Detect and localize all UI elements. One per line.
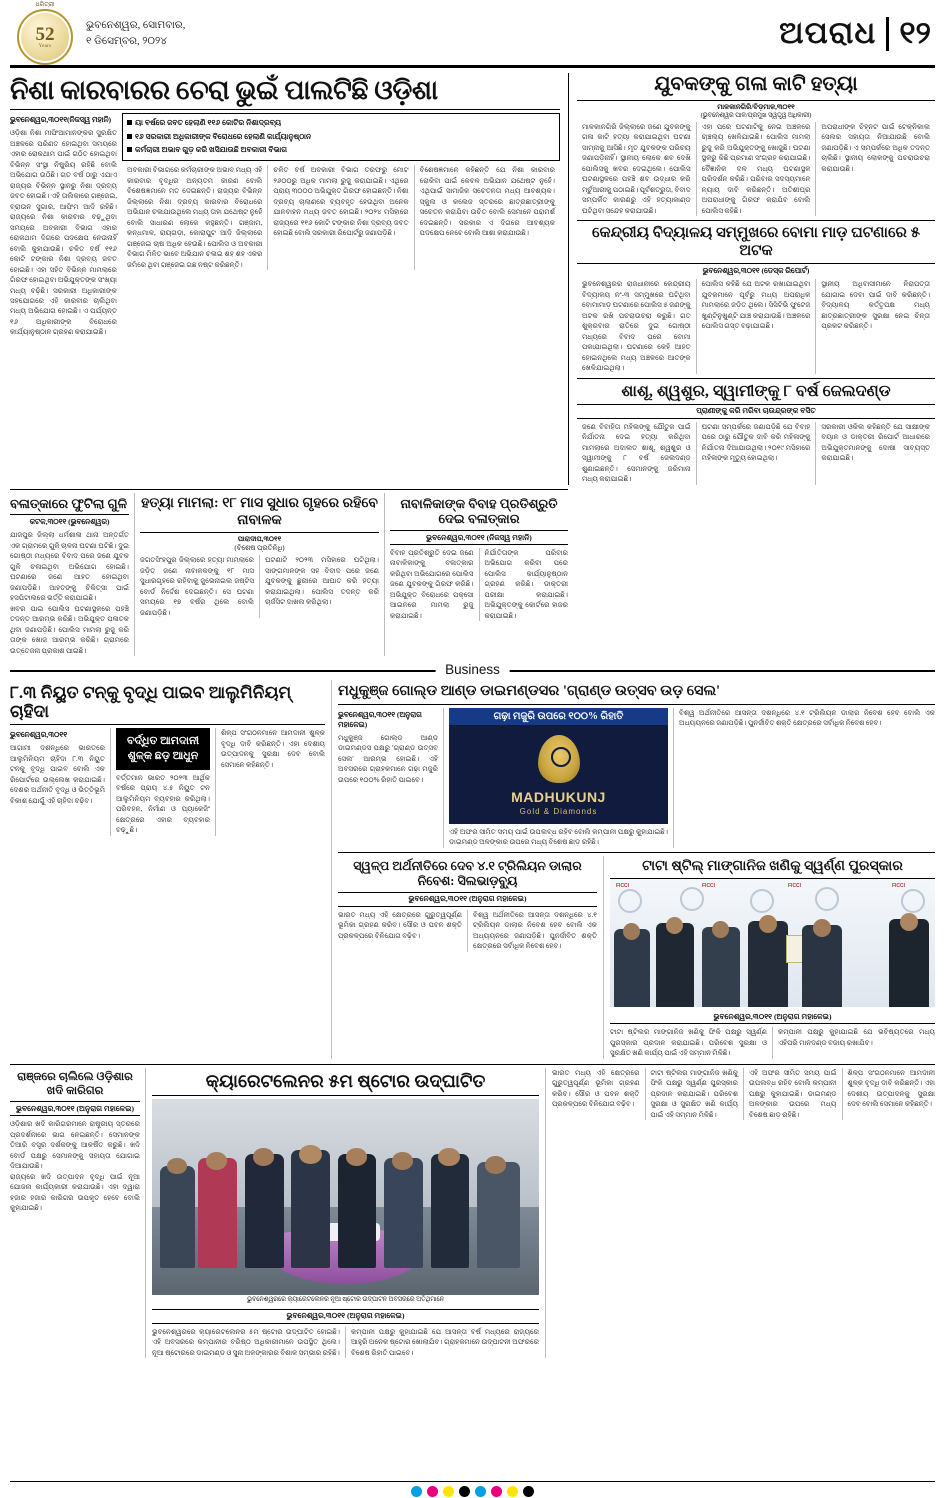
dowry-verdict-col-2: ଘଟଣା ସମ୍ପର୍କରେ ଜଣାପଡ଼ିଛି ଯେ ବିବାହ ପରେ ଠାରୁ ଯୌତୁକ ଦାବି କରି ମହିଳାଙ୍କୁ ନିର୍ଯାତନା ଦିଆଯାଉଥିଲା। ୨୦୧୯ ମସିହାରେ ମହିଳାଙ୍କ ମୃତ୍ୟୁ ହୋଇଥିଲା। [696,422,816,485]
bomb-attack-col-3: ସ୍ଥାନୀୟ ଅଧିବାସୀମାନେ ନିରାପତ୍ତା ଯୋଗାଇ ଦେବା ପାଇଁ ଦାବି କରିଛନ୍ତି। ବିଦ୍ୟାଳୟ କର୍ତ୍ତୃପକ୍ଷ ମଧ୍ୟ ଛାତ୍ରଛାତ୍ରୀଙ୍କ ସୁରକ୍ଷା ନେଇ ଚିନ୍ତା ପ୍ରକଟ କରିଛନ୍ତି। [815,279,935,373]
bottom-rule [10,1481,935,1482]
minor-rape-col-1: ବିବାହ ପ୍ରତିଶ୍ରୁତି ଦେଇ ଜଣେ ନାବାଳିକାଙ୍କୁ ବଳାତ୍କାର କରିଥିବା ଅଭିଯୋଗରେ ପୋଲିସ ଜଣେ ଯୁବକଙ୍କୁ ଗିରଫ କରିଛି। ଅଭିଯୁକ୍ତ ବିରୋଧରେ ପକ୍ସୋ ଆଇନରେ ମାମଲା ରୁଜୁ କରାଯାଇଛି। [390,549,474,620]
lead-col-4: ବିଶେଷଜ୍ଞମାନେ କହିଛନ୍ତି ଯେ ନିଶା କାରବାର ରୋକିବା ପାଇଁ କେବଳ ଅଭିଯାନ ଯଥେଷ୍ଟ ନୁହେଁ। ଏଥିପାଇଁ ସାମାଜିକ ସଚେତନତା ମଧ୍ୟ ଆବଶ୍ୟକ। ସ୍କୁଲ ଓ କଲେଜ ସ୍ତରରେ ଛାତ୍ରଛାତ୍ରୀଙ୍କୁ ସଚେତନ କରାଯିବା ଉଚିତ ବୋଲି ସେମାନେ ପରାମର୍ଶ ଦେଇଛନ୍ତି। ସରକାର ଏ ଦିଗରେ ଆବଶ୍ୟକ ପଦକ୍ଷେପ ନେବେ ବୋଲି ଆଶା କରାଯାଉଛି। [414,165,560,270]
right-column [568,73,935,485]
madhukunj-brand: MADHUKUNJ [511,788,606,805]
throat-cut-byline2: (ଭୁବନେଶ୍ୱର ପାଳ/ପ୍ରମୁଖ ସ୍ୱତ୍ତ୍ୱ ଅଧିକାରୀ) [700,112,812,119]
gunfire-story [10,493,134,656]
photo-person-head [253,1148,274,1166]
divider [10,514,129,515]
photo-person [614,929,650,1007]
divider [140,532,379,533]
madhukunj-dateline: ଭୁବନେଶ୍ୱର,୩୦୧୧ (ଅନୁରାଗ ମହାଳେଇ) [338,709,422,729]
photo-person [748,921,788,1007]
juvenile-dateline: ପାରାଦୀପ,୩୦୧୧ [237,535,282,544]
madhukunj-offer-strip: ଗଢ଼ା ମଜୁରି ଉପରେ ୧୦୦% ରିହାତି [449,708,668,725]
minor-rape-dateline: ଭୁବନେଶ୍ୱର,୩୦୧୧ (ନିଜସ୍ୱ ମହାନି) [390,530,568,545]
ad-line-2: ଶୁଳ୍କ ଛଡ଼ ଆଧୁନ [127,750,199,763]
masthead-dateline [80,18,185,48]
tata-steel-headline: ଟାଟା ଷ୍ଟିଲ୍‌ ମାଙ୍ଗାନିଜ ଖଣିକୁ ସ୍ୱର୍ଣ୍ଣ ପୁରସ୍କାର [642,858,903,874]
gunfire-col-2: ଖବର ପାଇ ପୋଲିସ ଘଟଣାସ୍ଥଳରେ ପହଞ୍ଚି ତଦନ୍ତ ଆରମ୍ଭ କରିଛି। ଅଭିଯୁକ୍ତ ପଳାତକ ଥିବା ଜଣାପଡ଼ିଛି। ପୋଲିସ ମାମଲା ରୁଜୁ କରି ତାଙ୍କ ଖୋଜ ଆରମ୍ଭ କରିଛି। ଗ୍ରାମରେ ଉତ୍ତେଜନା ପ୍ରକାଶ ପାଇଛି। [10,604,129,655]
photo-person [889,919,929,1007]
lead-col-1: ଓଡ଼ିଶା ନିଶା ମାଫିଆମାନଙ୍କର ସୁରକ୍ଷିତ ଅଞ୍ଚଳରେ ପରିଣତ ହୋଇଥିବା ସମୟରେ ଏହାର ରୋକଥାମ ପାଇଁ ଗଠିତ ହୋଇଥିବା ବିଭିନ୍ନ ସଂସ୍ଥା ନିଷ୍କ୍ରିୟ ରହିଛି ବୋଲି ଅଭିଯୋଗ ଉଠିଛି। ଗତ ବର୍ଷ ଠାରୁ ଏଯାଏ ରାଜ୍ୟର ବିଭିନ୍ନ ସ୍ଥାନରୁ ନିଶା ଦ୍ରବ୍ୟ ଜବତ ହୋଇଛି। ଏହି ତାଲିକାରେ ଗଞ୍ଜେଇ, ବ୍ରାଉନ ସୁଗାର, ଆଫିମ ଆଦି ରହିଛି। ରାଜ୍ୟରେ ନିଶା କାରବାର ବଢ଼ୁଥିବା ସମୟରେ ଅବକାରୀ ବିଭାଗ ଏହାର ରୋକଥାମ ଦିଗରେ ପଦକ୍ଷେପ ନେଉନାହିଁ ବୋଲି କୁହାଯାଉଛି। ଚଳିତ ବର୍ଷ ୧୧୬ କୋଟି ଟଙ୍କାର ନିଶା ଦ୍ରବ୍ୟ ଜବତ ହୋଇଛି। ଏହା ସହିତ ବିଭିନ୍ନ ମାମଲାରେ ଗିରଫ ହୋଇଥିବା ଅଭିଯୁକ୍ତଙ୍କ ସଂଖ୍ୟା ମଧ୍ୟ ବଢ଼ିଛି। ସରକାରୀ ଅଧିକାରୀଙ୍କ ସହଯୋଗରେ ଏହି କାରବାର ଚାଲିଥିବା ମଧ୍ୟ ଅଭିଯୋଗ ହୋଇଛି। ଏ ପର୍ଯ୍ୟନ୍ତ ୧୬ ଅଧିକାରୀଙ୍କ ବିରୋଧରେ କାର୍ଯ୍ୟାନୁଷ୍ଠାନ ଗ୍ରହଣ କରାଯାଇଛି। [10,129,117,337]
juvenile-story [134,493,384,656]
color-dot-cyan [475,1486,486,1497]
divider [10,1064,935,1065]
caratlane-story [145,1068,545,1358]
photo-person [338,1154,377,1268]
juvenile-col-1: ଜଗତସିଂହପୁର ଜିଲ୍ଲାରେ ହତ୍ୟା ମାମଲାରେ ଜଡ଼ିତ ଜଣେ ନାବାଳକଙ୍କୁ ୧୮ ମାସ ସୁଧାରଗୃହରେ ରହିବାକୁ ଜୁଭେନାଇଲ ଜଷ୍ଟିସ ବୋର୍ଡ ନିର୍ଦ୍ଦେଶ ଦେଇଛନ୍ତି। ସେ ଘଟଣା ସମୟରେ ୧୭ ବର୍ଷର ଥିଲେ ବୋଲି ଜଣାପଡ଼ିଛି। [140,556,254,617]
ficci-logo-text: FICCI [788,883,802,890]
photo-person-head [167,1158,186,1174]
newspaper-logo [10,2,80,61]
madhukunj-ad [449,725,668,824]
ficci-logo-text: FICCI [616,883,630,890]
tata-steel-col-1: ଟାଟା ଷ୍ଟିଲର ମାଙ୍ଗାନିଜ ଖଣିକୁ ଫିକି ପକ୍ଷରୁ ସ୍ୱର୍ଣ୍ଣ ପୁରସ୍କାର ପ୍ରଦାନ କରାଯାଇଛି। ପରିବେଶ ସୁରକ୍ଷା ଓ ସୁରକ୍ଷିତ ଖଣି କାର୍ଯ୍ୟ ପାଇଁ ଏହି ସମ୍ମାନ ମିଳିଛି। [610,1028,767,1058]
minor-rape-col-2: ନିର୍ଯାତିତାଙ୍କ ପରିବାର ଅଭିଯୋଗ କରିବା ପରେ ପୋଲିସ କାର୍ଯ୍ୟାନୁଷ୍ଠାନ ଗ୍ରହଣ କରିଛି। ଡାକ୍ତରୀ ପରୀକ୍ଷା କରାଯାଇଛି। ଅଭିଯୁକ୍ତଙ୍କୁ କୋର୍ଟରେ ହାଜର କରାଯାଇଛି। [479,548,569,621]
investment-col-2: ଭାରତ ମଧ୍ୟ ଏହି କ୍ଷେତ୍ରରେ ଗୁରୁତ୍ୱପୂର୍ଣ୍ଣ ଭୂମିକା ଗ୍ରହଣ କରିବ। ସୌର ଓ ପବନ ଶକ୍ତି ପ୍ରକଳ୍ପରେ ବିନିଯୋଗ ବଢ଼ିବ। [338,910,462,940]
masthead [10,2,935,68]
color-dot-magenta [491,1486,502,1497]
throat-cut-byline: ମାଳକାନଗିରି/ବିଡ଼ମାଳ,୩୦୧୧ [717,103,795,111]
khadi-story [10,1068,145,1358]
color-dot-black [523,1486,534,1497]
divider [338,852,935,853]
dowry-verdict-col-1: ଜଣେ ବିବାହିତା ମହିଳାଙ୍କୁ ଯୌତୁକ ପାଇଁ ନିର୍ଯାତନା ଦେଇ ହତ୍ୟା କରିଥିବା ମାମଲାରେ ଅଦାଲତ ଶାଶୂ, ଶ୍ୱଶୁର ଓ ସ୍ୱାମୀଙ୍କୁ ୮ ବର୍ଷ ଜେଲଦଣ୍ଡ ଶୁଣାଇଛନ୍ତି। ସେମାନଙ୍କୁ ଜରିମାନା ମଧ୍ୟ କରାଯାଇଛି। [582,422,691,484]
ad-line-1: ବର୍ଦ୍ଧିତ ଆମଦାନୀ [126,735,200,748]
lead-story [10,73,568,485]
photo-person-head [485,1156,506,1174]
khadi-col-2: ରାଜ୍ୟରେ ଖଦି ଉତ୍ପାଦନ ବୃଦ୍ଧି ପାଇଁ ନୂଆ ଯୋଜନା କାର୍ଯ୍ୟକାରୀ କରାଯାଉଛି। ଏହା ଦ୍ୱାରା ହଜାର ହଜାର କାରିଗର ଉପକୃତ ହେବେ ବୋଲି କୁହାଯାଇଛି। [10,1172,140,1213]
bullet-square-icon [127,147,132,152]
madhukunj-logo-icon [538,735,580,783]
bullet-item [127,117,555,128]
filler-col-2: ଟାଟା ଷ୍ଟିଲର ମାଙ୍ଗାନିଜ ଖଣିକୁ ଫିକି ପକ୍ଷରୁ ସ୍ୱର୍ଣ୍ଣ ପୁରସ୍କାର ପ୍ରଦାନ କରାଯାଇଛି। ପରିବେଶ ସୁରକ୍ଷା ଓ ସୁରକ୍ଷିତ ଖଣି କାର୍ଯ୍ୟ ପାଇଁ ଏହି ସମ୍ମାନ ମିଳିଛି। [645,1068,744,1120]
photo-person-head [299,1145,322,1165]
bullet-text: ୟା ବର୍ଷରେ ଜବତ ହେଲାଣି ୧୧୬ କୋଟିର ନିଶାଦ୍ରବ୍ୟ [135,118,282,128]
gunfire-dateline: କଟକ,୩୦୧୧ (ଭୁବନେଶ୍ୱର) [29,517,110,527]
bullet-square-icon [127,134,132,139]
masthead-place-line2: ୧ ଡିସେମ୍ବର, ୨୦୨୪ [86,35,167,47]
aluminium-dateline: ଭୁବନେଶ୍ୱର,୩୦୧୧ [10,730,68,740]
anniversary-badge [17,9,73,65]
page-number: ୧୨ [899,15,931,50]
caratlane-col-2: କମ୍ପାନୀ ପକ୍ଷରୁ କୁହାଯାଇଛି ଯେ ଆସନ୍ତା ବର୍ଷ ମଧ୍ୟରେ ରାଜ୍ୟରେ ଆହୁରି ଅନେକ ଷ୍ଟୋର ଖୋଲାଯିବ। ଗ୍ରାହକମାନେ ଉଦ୍‌ଘାଟନୀ ଅଫରରେ ବିଶେଷ ରିହାତି ପାଇବେ। [345,1327,539,1358]
color-dot-magenta [427,1486,438,1497]
anniversary-number: 52 [35,24,55,45]
khadi-headline: ରାଞ୍ଜରେ ଚାଲିଲେ ଓଡ଼ିଶାର ଖଦି କାରିଗର [17,1070,133,1097]
gunfire-col-1: ଯାଜପୁର ଜିଲ୍ଲା ଧର୍ମଶାଳା ଥାନା ଅନ୍ତର୍ଗତ ଏକ ଗ୍ରାମରେ ଗୁଳି ଚାଳନା ଘଟଣା ଘଟିଛି। ଦୁଇ ଗୋଷ୍ଠୀ ମଧ୍ୟରେ ବିବାଦ ପରେ ଜଣେ ଯୁବକ ଗୁଳି ଚଳାଇଥିବା ଅଭିଯୋଗ ହୋଇଛି। ଘଟଣାରେ ଜଣେ ଆହତ ହୋଇଥିବା ଜଣାପଡ଼ିଛି। ଆହତଙ୍କୁ ଚିକିତ୍ସା ପାଇଁ ହସପିଟାଲରେ ଭର୍ତ୍ତି କରାଯାଇଛି। [10,531,129,603]
photo-person-head [392,1152,413,1170]
bottom-filler-columns [545,1068,935,1358]
caratlane-dateline: ଭୁବନେଶ୍ୱର,୩୦୧୧ (ଅନୁରାଗ ମହାଳେଇ) [152,1309,539,1324]
photo-person [384,1158,423,1268]
masthead-place-line1: ଭୁବନେଶ୍ୱର, ସୋମବାର, [86,20,186,32]
divider [577,378,935,379]
color-dot-black [459,1486,470,1497]
juvenile-headline: ହତ୍ୟା ମାମଲା: ୧୮ ମାସ ସୁଧାର ଗୃହରେ ରହିବେ ନାବାଳକ [141,495,378,528]
aluminium-story [10,680,331,1059]
lead-col-3: ଚଳିତ ବର୍ଷ ଅବକାରୀ ବିଭାଗ ତରଫରୁ ମୋଟ ୨୬୦୦ରୁ ଅଧିକ ମାମଲା ରୁଜୁ କରାଯାଇଛି। ଏଥିରେ ପ୍ରାୟ ୩୦୦୦ ଅଭିଯୁକ୍ତ ଗିରଫ ହୋଇଛନ୍ତି। ନିଶା ଦ୍ରବ୍ୟ ଚାଲାଣରେ ବ୍ୟବହୃତ ହେଉଥିବା ଅନେକ ଯାନବାହନ ମଧ୍ୟ ଜବତ ହୋଇଛି। ୨୦୨୪ ମସିହାରେ ରାଜ୍ୟରେ ୧୧୬ କୋଟି ଟଙ୍କାର ନିଶା ଦ୍ରବ୍ୟ ଜବତ ହୋଇଛି ବୋଲି ସରକାରୀ ରିପୋର୍ଟରୁ ଜଣାପଡ଼ିଛି। [267,165,413,270]
divider [577,100,935,101]
ficci-logo-text: FICCI [702,883,716,890]
divider [10,724,325,725]
filler-col-3: ଏହି ଅଫର ସୀମିତ ସମୟ ପାଇଁ ଉପଲବ୍ଧ ରହିବ ବୋଲି କମ୍ପାନୀ ପକ୍ଷରୁ କୁହାଯାଇଛି। ଡାଇମଣ୍ଡ ଅଳଙ୍କାର ଉପରେ ମଧ୍ୟ ବିଶେଷ ଛାଡ଼ ରହିଛି। [743,1068,842,1120]
madhukunj-headline: ମଧୁକୁଞ୍ଜ ଗୋଲ୍ଡ ଆଣ୍ଡ ଡାଇମଣ୍ଡସର 'ଗ୍ରାଣ୍ଡ ଉତ୍ସବ ଉଡ଼ ସେଲ' [338,683,721,700]
filler-col-1: ଭାରତ ମଧ୍ୟ ଏହି କ୍ଷେତ୍ରରେ ଗୁରୁତ୍ୱପୂର୍ଣ୍ଣ ଭୂମିକା ଗ୍ରହଣ କରିବ। ସୌର ଓ ପବନ ଶକ୍ତି ପ୍ରକଳ୍ପରେ ବିନିଯୋଗ ବଢ଼ିବ। [552,1068,640,1109]
photo-person [431,1154,470,1268]
section-divider [886,17,889,51]
dowry-verdict-story [577,382,935,485]
mid-stories [10,493,568,656]
lead-dateline: ଭୁବନେଶ୍ୱର,୩୦୧୧(ନିଜସ୍ୱ ମହାନି) [10,115,112,125]
photo-person-head [346,1148,367,1166]
lead-headline: ନିଶା କାରବାରର ଚେରା ଭୁଇଁ ପାଲଟିଛି ଓଡ଼ିଶା [10,75,438,105]
aluminium-headline: ୮.୩ ନିୟୁତ ଟନ୍‌କୁ ବୃଦ୍ଧି ପାଇବ ଆଲୁମିନିୟମ୍‌ ଚାହିଦା [10,683,292,722]
divider [338,704,935,705]
bullet-item [127,144,555,155]
bullet-item [127,131,555,142]
bomb-attack-col-2: ପୋଲିସ କହିଛି ଯେ ଅଟକ ରଖାଯାଇଥିବା ଯୁବକମାନେ ପୂର୍ବରୁ ମଧ୍ୟ ଅପରାଧିକ ମାମଲାରେ ଜଡ଼ିତ ଥିଲେ। ସିସିଟିଭି ଫୁଟେଜ ଖୁଣ୍ଟିନୁଖୁଣ୍ଟି ଯାଞ୍ଚ କରାଯାଉଛି। ଅଞ୍ଚଳରେ ପୋଲିସ ଗସ୍ତ ବଢ଼ାଯାଇଛି। [696,279,816,373]
top-section [10,73,935,485]
color-dot-cyan [411,1486,422,1497]
dowry-verdict-col-3: ସରକାରୀ ଓକିଲ କହିଛନ୍ତି ଯେ ସାକ୍ଷୀଙ୍କ ବୟାନ ଓ ଡାକ୍ତରୀ ରିପୋର୍ଟ ଆଧାରରେ ଅଭିଯୁକ୍ତମାନଙ୍କୁ ଦୋଷୀ ସାବ୍ୟସ୍ତ କରାଯାଇଛି। [815,422,935,485]
ficci-award-photo [610,879,935,1007]
bomb-attack-dateline: ଭୁବନେଶ୍ୱର,୩୦୧୧ (ଡେସ୍କ ରିପୋର୍ଟ) [702,266,810,276]
madhukunj-col-2: ଏହି ଅଫର ସୀମିତ ସମୟ ପାଇଁ ଉପଲବ୍ଧ ରହିବ ବୋଲି କମ୍ପାନୀ ପକ୍ଷରୁ କୁହାଯାଇଛି। ଡାଇମଣ୍ଡ ଅଳଙ୍କାର ଉପରେ ମଧ୍ୟ ବିଶେଷ ଛାଡ଼ ରହିଛି। [449,827,668,847]
dowry-verdict-headline: ଶାଶୂ, ଶ୍ୱଶୁର, ସ୍ୱାମୀଙ୍କୁ ୮ ବର୍ଷ ଜେଲଦଣ୍ଡ [621,382,891,400]
photo-person [477,1162,520,1268]
photo-person [656,923,694,1007]
caratlane-col-1: ଭୁବନେଶ୍ୱରରେ କ୍ୟାରେଟଲେନର ୫ମ ଷ୍ଟୋର ଉଦ୍‌ଘାଟିତ ହୋଇଛି। ଏହି ଅବସରରେ କମ୍ପାନୀର ବରିଷ୍ଠ ଅଧିକାରୀମାନେ ଉପସ୍ଥିତ ଥିଲେ। ନୂଆ ଷ୍ଟୋରରେ ଡାଇମଣ୍ଡ ଓ ସୁନା ଅଳଙ୍କାରର ବିଶାଳ ସମ୍ଭାର ରହିଛି। [152,1327,340,1357]
khadi-col-1: ଓଡ଼ିଶାର ଖଦି କାରିଗରମାନେ ରାଷ୍ଟ୍ରୀୟ ସ୍ତରରେ ପ୍ରଦର୍ଶନୀରେ ଭାଗ ନେଇଛନ୍ତି। ସେମାନଙ୍କ ତିଆରି ବସ୍ତ୍ର ଦର୍ଶକଙ୍କୁ ଆକର୍ଷିତ କରୁଛି। ଖଦି ବୋର୍ଡ ପକ୍ଷରୁ ସେମାନଙ୍କୁ ସହାୟତା ଯୋଗାଇ ଦିଆଯାଉଛି। [10,1120,140,1171]
photo-person [160,1166,195,1268]
investment-headline: ସ୍ୱଳ୍ପ ଅର୍ଥନୀତିରେ ଦେବ ୪.୧ ଟ୍ରିଲିୟନ ଡାଲାର ନିବେଶ: ସିଲଭାଡ଼ବ୍ୟୁ [353,858,582,888]
color-dot-yellow [507,1486,518,1497]
tata-steel-story [603,856,935,1059]
bullet-text: ୧୬ ସରକାରୀ ଅଧିକାରୀଙ୍କ ବିରୋଧରେ ହେଲାଣି କାର୍ଯ୍ୟାନୁଷ୍ଠାନ [135,131,312,141]
aluminium-col-1: ଆଗାମୀ ଦଶନ୍ଧିରେ ଭାରତରେ ଆଲୁମିନିୟମ ଚାହିଦା ୮.୩ ନିୟୁତ ଟନକୁ ବୃଦ୍ଧି ପାଇବ ବୋଲି ଏକ ରିପୋର୍ଟରେ ଉଲ୍ଲେଖ କରାଯାଇଛି। ଦେଶର ଅର୍ଥନୀତି ବୃଦ୍ଧି ଓ ଭିତ୍ତିଭୂମି ବିକାଶ ଯୋଗୁଁ ଏହି ଚାହିଦା ବଢ଼ିବ। [10,744,105,805]
lead-col-2: ଅବକାରୀ ବିଭାଗରେ କର୍ମଚାରୀଙ୍କ ଅଭାବ ମଧ୍ୟ ଏହି କାରବାର ବୃଦ୍ଧିର ଅନ୍ୟତମ କାରଣ ବୋଲି ବିଶେଷଜ୍ଞମାନେ ମତ ଦେଇଛନ୍ତି। ରାଜ୍ୟର ବିଭିନ୍ନ ଜିଲ୍ଲାରେ ନିଶା ଦ୍ରବ୍ୟ କାରବାର ବିରୋଧରେ ଅଭିଯାନ ଚଳାଯାଉଥିଲେ ମଧ୍ୟ ତାହା ଯଥେଷ୍ଟ ନୁହେଁ ବୋଲି ସାଧାରଣ ଲୋକେ କହୁଛନ୍ତି। ଗଞ୍ଜାମ, କନ୍ଧମାଳ, ରାୟଗଡ଼ା, କୋରାପୁଟ ଆଦି ଜିଲ୍ଲାରେ ଗଞ୍ଜେଇ ଚାଷ ଅଧିକ ହେଉଛି। ପୋଲିସ ଓ ଅବକାରୀ ବିଭାଗ ମିଳିତ ଭାବେ ଅଭିଯାନ ଚଳାଇ ଶହ ଶହ ଏକର ଜମିରେ ଥିବା ଗଞ୍ଜେଇ ଗଛ ନଷ୍ଟ କରିଛନ୍ତି। [127,166,263,269]
investment-story [338,856,603,1059]
photo-person [802,925,842,1007]
section-name: ଅପରାଧ [779,15,877,50]
business-section [10,680,935,1059]
color-dot-yellow [443,1486,454,1497]
caratlane-opening-photo [152,1099,539,1295]
tata-steel-col-2: କମ୍ପାନୀ ପକ୍ଷରୁ କୁହାଯାଇଛି ଯେ ଭବିଷ୍ୟତରେ ମଧ୍ୟ ଏହିପରି ମାନଦଣ୍ଡ ବଜାୟ ରଖାଯିବ। [772,1027,935,1058]
bottom-section [10,1068,935,1358]
throat-cut-col-2: ଏହା ପରେ ଘଟଣାଟିକୁ ନେଇ ଅଞ୍ଚଳରେ ଚାଞ୍ଚଲ୍ୟ ଖେଳିଯାଇଛି। ପୋଲିସ ମାମଲା ରୁଜୁ କରି ଅଭିଯୁକ୍ତଙ୍କୁ ଖୋଜୁଛି। ଘଟଣା ସ୍ଥଳରୁ କିଛି ପ୍ରମାଣ ସଂଗ୍ରହ କରାଯାଇଛି। ବୈଜ୍ଞାନିକ ଦଳ ମଧ୍ୟ ଘଟଣାସ୍ଥଳ ପରିଦର୍ଶନ କରିଛି। ପରିବାର ସଦସ୍ୟମାନେ ନ୍ୟାୟ ଦାବି କରିଛନ୍ତି। ଅତିଶୀଘ୍ର ଅପରାଧୀଙ୍କୁ ଗିରଫ କରାଯିବ ବୋଲି ପୋଲିସ କହିଛି। [696,122,816,216]
khadi-dateline: ଭୁବନେଶ୍ୱର,୩୦୧୧ (ଅନୁରାଗ ମହାଳେଇ) [10,1101,140,1116]
divider [577,220,935,221]
madhukunj-tagline: Gold & Diamonds [519,806,598,816]
caratlane-photo-caption: ଭୁବନେଶ୍ୱରରେ କ୍ୟାରେଟଲେନର ନୂଆ ଷ୍ଟୋର ଉଦ୍‌ଘାଟନ ଅବସରରେ ଅତିଥିମାନେ [247,1296,444,1304]
juvenile-col-2: ଘଟଣାଟି ୨୦୨୩ ମସିହାରେ ଘଟିଥିଲା। ସାଙ୍ଗମାନଙ୍କ ସହ ବିବାଦ ପରେ ଜଣେ ଯୁବକଙ୍କୁ ଛୁରୀରେ ଆଘାତ କରି ହତ୍ୟା କରାଯାଇଥିଲା। ପୋଲିସ ତଦନ୍ତ କରି ଚାର୍ଜସିଟ ଦାଖଲ କରିଥିଲା। [259,555,379,618]
photo-person [198,1158,237,1268]
throat-cut-col-3: ଅପରାଧୀଙ୍କ ଚିହ୍ନଟ ପାଇଁ ଟେକ୍ନିକାଲ ସେଲର ସହାୟତା ନିଆଯାଉଛି ବୋଲି ଜଣାପଡ଼ିଛି। ଏ ସମ୍ପର୍କରେ ଅଧିକ ତଦନ୍ତ ଚାଲିଛି। ସ୍ଥାନୀୟ ଲୋକଙ୍କୁ ପଚରାଉଚରା କରାଯାଉଛି। [815,122,935,216]
logo-title: ଧରିତ୍ରୀ [35,2,55,8]
investment-col-3: ବିଶ୍ୱ ଅର୍ଥନୀତିରେ ଆସନ୍ତା ଦଶନ୍ଧିରେ ୪.୧ ଟ୍ରିଲିୟନ ଡାଲାର ନିବେଶ ହେବ ବୋଲି ଏକ ଅଧ୍ୟୟନରେ ଜଣାପଡ଼ିଛି। ପୁନର୍ଜୀବିତ ଶକ୍ତି କ୍ଷେତ୍ରରେ ସର୍ବାଧିକ ନିବେଶ ହେବ। [467,910,597,952]
photo-person [702,927,740,1007]
divider [10,489,568,490]
anniversary-years: Years [38,44,52,49]
investment-col-1: ବିଶ୍ୱ ଅର୍ଥନୀତିରେ ଆସନ୍ତା ଦଶନ୍ଧିରେ ୪.୧ ଟ୍ରିଲିୟନ ଡାଲାର ନିବେଶ ହେବ ବୋଲି ଏକ ଅଧ୍ୟୟନରେ ଜଣାପଡ଼ିଛି। ପୁନର୍ଜୀବିତ ଶକ୍ତି କ୍ଷେତ୍ରରେ ସର୍ବାଧିକ ନିବେଶ ହେବ। [679,708,935,728]
throat-cut-story [577,73,935,216]
aluminium-col-2: ବର୍ତ୍ତମାନ ଭାରତ ୨୦୨୩ ଆର୍ଥିକ ବର୍ଷରେ ପ୍ରାୟ ୪.୫ ନିୟୁତ ଟନ ଆଲୁମିନିୟମ ବ୍ୟବହାର କରିଥିଲା। ପରିବହନ, ନିର୍ମାଣ ଓ ପ୍ୟାକେଜିଂ କ୍ଷେତ୍ରରେ ଏହାର ବ୍ୟବହାର ବଢ଼ୁଛି। [116,773,210,835]
lead-rule [10,109,560,110]
section-header [779,15,935,52]
lead-bullets [122,113,560,161]
photo-person [291,1150,330,1268]
business-right-block [331,680,935,1059]
juvenile-dateline2: (ବିଶେଷ ପ୍ରତିନିଧି) [234,544,285,553]
bomb-attack-col-1: ଭୁବନେଶ୍ୱରର ରାଜଧାନୀରେ କେନ୍ଦ୍ରୀୟ ବିଦ୍ୟାଳୟ ନଂ-୩ ସମ୍ମୁଖରେ ଘଟିଥିବା ବୋମାମାଡ଼ ଘଟଣାରେ ପୋଲିସ ୫ ଜଣଙ୍କୁ ଅଟକ ରଖି ପଚରାଉଚରା କରୁଛି। ଗତ ଶୁକ୍ରବାର ରାତିରେ ଦୁଇ ଗୋଷ୍ଠୀ ମଧ୍ୟରେ ବିବାଦ ପରେ ବୋମା ପକାଯାଇଥିଲା। ଘଟଣାରେ କେହି ଆହତ ହୋଇନଥିଲେ ମଧ୍ୟ ଅଞ୍ଚଳରେ ଆତଙ୍କ ଖେଳିଯାଇଥିଲା। [582,280,691,373]
bomb-attack-headline: କେନ୍ଦ୍ରୀୟ ବିଦ୍ୟାଳୟ ସମ୍ମୁଖରେ ବୋମା ମାଡ଼ ଘଟଣାରେ ୫ ଅଟକ [592,225,920,260]
gunfire-headline: ବଳାତ୍କାରେ ଫୁଟିଲା ଗୁଳି [10,495,128,511]
divider [152,1095,539,1096]
ficci-logo-text: FICCI [891,883,905,890]
filler-col-4: ଶିଳ୍ପ ସଂଗଠନମାନେ ଆମଦାନୀ ଶୁଳ୍କ ବୃଦ୍ଧି ଦାବି କରିଛନ୍ତି। ଏହା ଦେଶୀୟ ଉତ୍ପାଦନକୁ ସୁରକ୍ଷା ଦେବ ବୋଲି ସେମାନେ କହିଛନ୍ତି। [842,1068,936,1120]
minor-rape-headline: ନାବାଳିକାଙ୍କ ବିବାହ ପ୍ରତିଶ୍ରୁତି ଦେଇ ବଳାତ୍କାର [400,495,558,527]
throat-cut-col-1: ମାଳକାନଗିରି ଜିଲ୍ଲାରେ ଜଣେ ଯୁବକଙ୍କୁ ଗଳା କାଟି ହତ୍ୟା କରାଯାଇଥିବା ଘଟଣା ସାମ୍ନାକୁ ଆସିଛି। ମୃତ ଯୁବକଙ୍କ ପରିଚୟ ଜଣାପଡ଼ିନାହିଁ। ସ୍ଥାନୀୟ ଲୋକେ ଶବ ଦେଖି ପୋଲିସକୁ ଖବର ଦେଇଥିଲେ। ପୋଲିସ ଘଟଣାସ୍ଥଳରେ ପହଞ୍ଚି ଶବ ଉଦ୍ଧାର କରି ମର୍ଚୁଆରୀକୁ ପଠାଇଛି। ପୂର୍ବଶତ୍ରୁତା, ବିବାଦ ସମ୍ପର୍କିତ କାରଣରୁ ଏହି ହତ୍ୟାକାଣ୍ଡ ଘଟିଥିବା ସନ୍ଦେହ କରାଯାଉଛି। [582,123,691,215]
photo-person [245,1154,284,1268]
investment-dateline: ଭୁବନେଶ୍ୱର,୩୦୧୧ (ଅନୁରାଗ ମହାଳେଇ) [338,892,597,907]
business-section-band [10,662,935,678]
minor-rape-story [384,493,568,656]
tata-steel-dateline: ଭୁବନେଶ୍ୱର,୩୦୧୧ (ଅନୁରାଗ ମହାଳେଇ) [610,1010,935,1024]
business-band-label: Business [435,662,510,677]
bullet-square-icon [127,120,132,125]
bullet-text: କର୍ମଚାରୀ ଅଭାବ ଗୁଡ଼ କରି ଖସିଯାଉଛି ଅବକାରୀ ବିଭାଗ [135,145,288,155]
caratlane-headline: କ୍ୟାରେଟଲେନର ୫ମ ଷ୍ଟୋର ଉଦ୍‌ଘାଟିତ [205,1070,486,1091]
color-registration-bar [0,1484,945,1498]
photo-person-head [438,1148,459,1166]
import-duty-ad [116,728,210,770]
throat-cut-headline: ଯୁବକଙ୍କୁ ଗଳା କାଟି ହତ୍ୟା [654,73,858,95]
dowry-verdict-subhead: ପ୍ରାଣୀଙ୍କୁ କରି ମରିବା ଚାଉନ୍ଦ୍ରଙ୍କ ବସିତ [577,404,935,419]
bomb-attack-story [577,224,935,373]
divider [577,263,935,264]
madhukunj-col-1: ମଧୁକୁଞ୍ଜ ଗୋଲ୍ଡ ଆଣ୍ଡ ଡାଇମଣ୍ଡସ ପକ୍ଷରୁ 'ଗ୍ରାଣ୍ଡ ଉତ୍ସବ ସେଲ' ଆରମ୍ଭ ହୋଇଛି। ଏହି ଅବସରରେ ଗ୍ରାହକମାନେ ଗଢ଼ା ମଜୁରି ଉପରେ ୧୦୦% ରିହାତି ପାଇବେ। [338,733,438,784]
aluminium-col-3: ଶିଳ୍ପ ସଂଗଠନମାନେ ଆମଦାନୀ ଶୁଳ୍କ ବୃଦ୍ଧି ଦାବି କରିଛନ୍ତି। ଏହା ଦେଶୀୟ ଉତ୍ପାଦନକୁ ସୁରକ୍ଷା ଦେବ ବୋଲି ସେମାନେ କହିଛନ୍ତି। [221,729,325,769]
